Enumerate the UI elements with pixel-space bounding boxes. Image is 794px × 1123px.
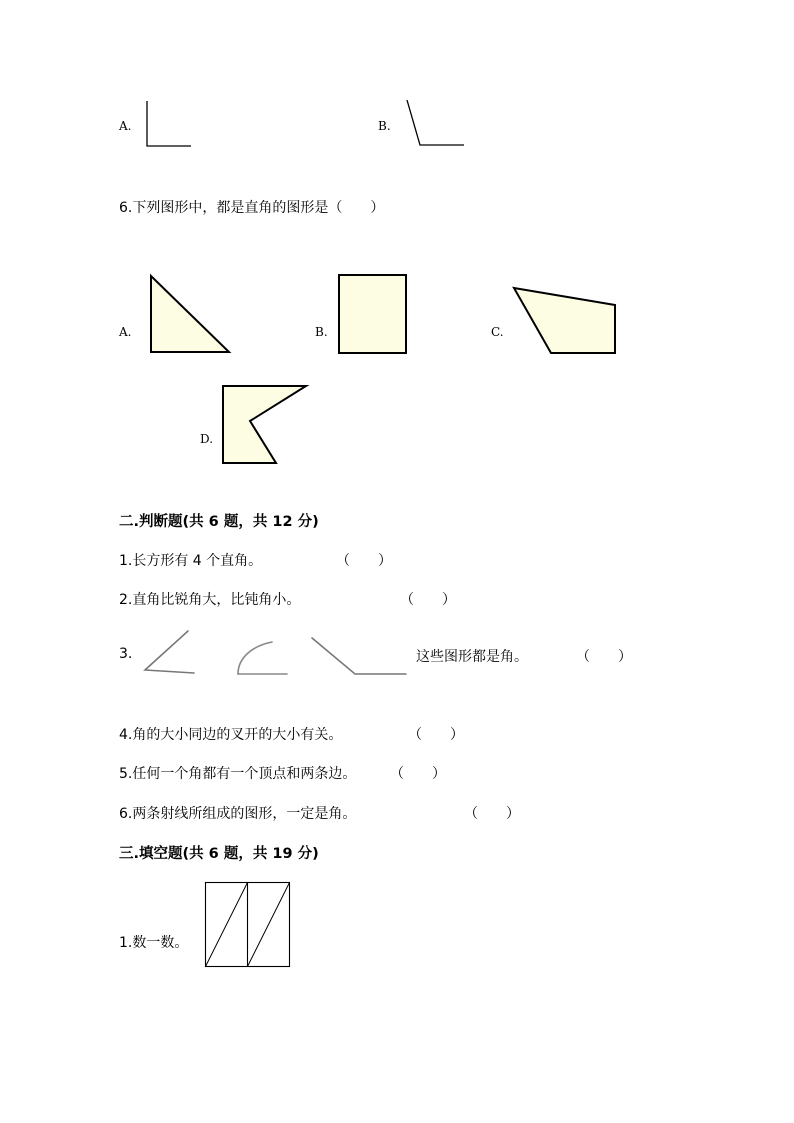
judge-item-3-angle-sketches-figure — [140, 628, 410, 680]
section3-title: 三.填空题(共 6 题，共 19 分) — [119, 846, 319, 862]
judge-item-3-number: 3. — [119, 646, 133, 662]
q5-option-b-obtuse-angle-figure — [400, 96, 470, 156]
q5-option-b-label: B. — [378, 119, 391, 133]
judge-item-2-answer-paren[interactable]: （ ） — [400, 592, 456, 608]
q6-option-b-rectangle-figure — [334, 270, 412, 358]
q6-option-c-trapezoid-figure — [510, 282, 620, 358]
judge-item-6-text: 6.两条射线所组成的图形，一定是角。 — [119, 806, 357, 822]
q6-option-d-concave-figure — [218, 381, 312, 469]
q6-question: 6.下列图形中，都是直角的图形是（ ） — [119, 200, 385, 216]
q6-option-a-label: A. — [119, 325, 132, 339]
judge-item-4-answer-paren[interactable]: （ ） — [408, 727, 464, 743]
fill-item-1-rectangle-diagonals-figure — [203, 880, 293, 972]
q5-option-a-label: A. — [119, 119, 132, 133]
fill-item-1-text: 1.数一数。 — [119, 935, 189, 951]
q6-option-b-label: B. — [315, 325, 328, 339]
judge-item-1-text: 1.长方形有 4 个直角。 — [119, 553, 263, 569]
judge-item-5-text: 5.任何一个角都有一个顶点和两条边。 — [119, 766, 357, 782]
q6-option-d-label: D. — [200, 432, 214, 446]
judge-item-3-text: 这些图形都是角。 — [416, 649, 528, 665]
q6-option-a-triangle-figure — [145, 270, 237, 358]
judge-item-4-text: 4.角的大小同边的叉开的大小有关。 — [119, 727, 343, 743]
judge-item-6-answer-paren[interactable]: （ ） — [464, 806, 520, 822]
q6-option-c-label: C. — [491, 325, 504, 339]
judge-item-1-answer-paren[interactable]: （ ） — [336, 553, 392, 569]
judge-item-3-answer-paren[interactable]: （ ） — [576, 649, 632, 665]
q5-option-a-right-angle-figure — [140, 96, 200, 156]
section2-title: 二.判断题(共 6 题，共 12 分) — [119, 514, 319, 530]
judge-item-5-answer-paren[interactable]: （ ） — [390, 766, 446, 782]
judge-item-2-text: 2.直角比锐角大，比钝角小。 — [119, 592, 301, 608]
